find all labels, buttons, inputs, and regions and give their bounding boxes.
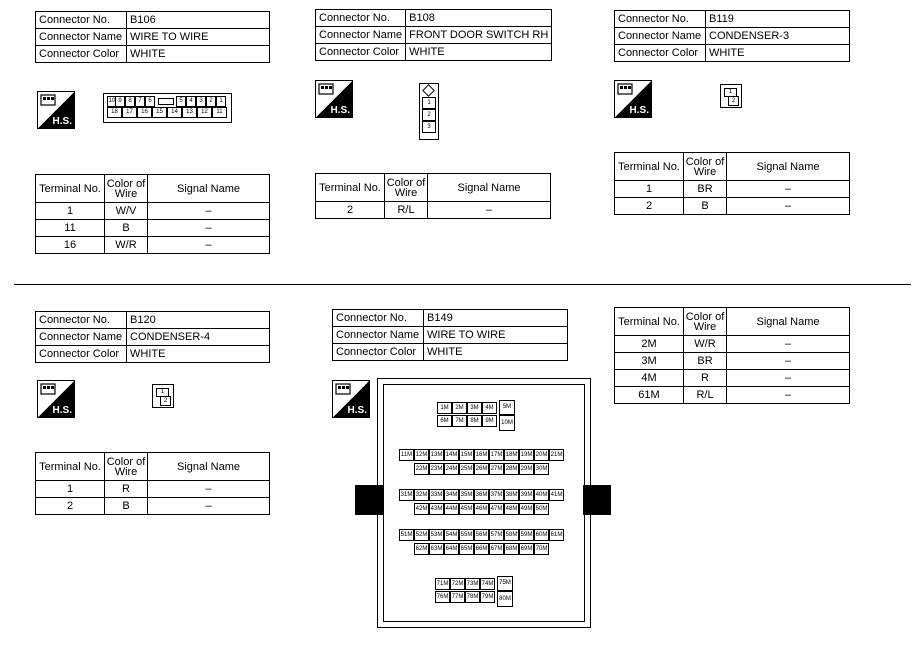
connector-info-table [332,309,568,361]
connector-pin: 74M [480,578,495,590]
table-row [316,202,551,219]
connector-pin: 1 [156,388,169,397]
table-cell: 1 [36,203,105,220]
connector-pin: 5M [499,400,515,415]
connector-pin: 29M [519,463,534,475]
info-label: Connector Name [36,29,127,46]
table-cell: B [105,498,148,515]
connector-pin: 49M [519,503,534,515]
info-label: Connector Name [333,327,424,344]
table-cell: – [727,181,850,198]
connector-pin: 79M [480,591,495,603]
connector-pin: 63M [429,543,444,555]
info-value: B119 [706,11,850,28]
connector-pin: 69M [519,543,534,555]
connector-pin: 28M [504,463,519,475]
table-cell: 2M [615,336,684,353]
info-label: Connector Color [316,44,406,61]
table-cell: 2 [316,202,385,219]
connector-pin: 4M [482,402,497,414]
connector-pin: 27M [489,463,504,475]
connector-pin: 3 [422,121,436,133]
info-value: CONDENSER-3 [706,28,850,45]
wire-color-header [385,174,428,202]
connector-pin: 48M [504,503,519,515]
hs-label: H.S. [629,105,649,116]
hs-label: H.S. [330,105,350,116]
terminal-table [614,152,850,215]
connector-pin: 1 [724,88,737,97]
connector-pin: 12M [414,449,429,461]
info-label: Connector Color [36,346,127,363]
connector-pin: 20M [534,449,549,461]
connector-pin: 70M [534,543,549,555]
section-divider [14,284,911,285]
table-row [36,203,270,220]
info-value: WHITE [127,346,270,363]
connector-pin: 67M [489,543,504,555]
connector-pin: 64M [444,543,459,555]
harness-side-icon [614,80,652,118]
connector-pin: 21M [549,449,564,461]
table-row [615,336,850,353]
color-of-label: Color of [106,177,146,190]
connector-pin: 54M [444,529,459,541]
wire-label: Wire [693,320,717,333]
table-row [615,353,850,370]
signal-name-header: Signal Name [148,175,270,203]
connector-pin: 43M [429,503,444,515]
connector-pin: 40M [534,489,549,501]
info-label: Connector Name [36,329,127,346]
connector-pin: 6 [145,96,155,107]
table-cell: BR [684,181,727,198]
info-value: B149 [424,310,568,327]
info-value: WIRE TO WIRE [127,29,270,46]
connector-key [158,98,174,105]
connector-pin: 56M [474,529,489,541]
connector-pin: 68M [504,543,519,555]
terminal-no-header: Terminal No. [316,174,385,202]
table-row [615,387,850,404]
info-label: Connector Color [615,45,706,62]
connector-pin: 51M [399,529,414,541]
table-cell: R/L [385,202,428,219]
hs-label: H.S. [52,405,72,416]
table-cell: 1 [615,181,684,198]
connector-pin: 14 [167,107,182,118]
connector-pin: 52M [414,529,429,541]
wire-color-header [684,308,727,336]
table-cell: R [105,481,148,498]
connector-pin: 17 [122,107,137,118]
connector-pin: 44M [444,503,459,515]
table-cell: B [105,220,148,237]
connector-pin: 1 [422,97,436,109]
table-row [36,220,270,237]
table-row [615,181,850,198]
wire-label: Wire [394,186,418,199]
connector-pin: 26M [474,463,489,475]
info-label: Connector No. [316,10,406,27]
connector-pin: 9 [115,96,125,107]
connector-left-latch [355,485,383,515]
connector-pin: 8 [125,96,135,107]
connector-pin: 7 [135,96,145,107]
connector-pin: 4 [186,96,196,107]
connector-info-table [614,10,850,62]
connector-pin: 22M [414,463,429,475]
table-row [36,498,270,515]
connector-pin: 36M [474,489,489,501]
terminal-no-header: Terminal No. [615,153,684,181]
connector-pin: 2 [160,396,171,406]
connector-pin: 41M [549,489,564,501]
table-cell: 16 [36,237,105,254]
connector-pin: 2 [206,96,216,107]
info-value: WHITE [127,46,270,63]
connector-pin: 34M [444,489,459,501]
connector-pin: 18 [107,107,122,118]
terminal-table [315,173,551,219]
table-cell: – [727,387,850,404]
info-label: Connector No. [333,310,424,327]
connector-pin: 10 [107,96,117,107]
connector-pin: 62M [414,543,429,555]
info-value: WHITE [424,344,568,361]
connector-pin: 3 [196,96,206,107]
table-cell: – [727,370,850,387]
info-label: Connector Color [333,344,424,361]
connector-pin: 33M [429,489,444,501]
connector-pin: 15M [459,449,474,461]
connector-pin: 57M [489,529,504,541]
connector-pin: 2M [452,402,467,414]
terminal-table [614,307,850,404]
table-cell: 2 [615,198,684,215]
info-value: B120 [127,312,270,329]
table-cell: – [727,353,850,370]
harness-side-icon [37,91,75,129]
table-cell: W/R [684,336,727,353]
connector-pin: 31M [399,489,414,501]
connector-pin: 18M [504,449,519,461]
wire-color-header [105,453,148,481]
harness-side-icon [315,80,353,118]
hs-label: H.S. [52,116,72,127]
connector-pin: 59M [519,529,534,541]
signal-name-header: Signal Name [727,153,850,181]
table-cell: – [148,203,270,220]
connector-pin: 38M [504,489,519,501]
connector-pin: 3M [467,402,482,414]
signal-name-header: Signal Name [727,308,850,336]
connector-pin: 16M [474,449,489,461]
table-cell: – [727,198,850,215]
connector-pin: 7M [452,415,467,427]
table-cell: – [148,498,270,515]
info-value: B108 [406,10,552,27]
info-value: WHITE [706,45,850,62]
terminal-no-header: Terminal No. [615,308,684,336]
connector-pin: 77M [450,591,465,603]
table-cell: 2 [36,498,105,515]
connector-pin: 24M [444,463,459,475]
connector-pin: 60M [534,529,549,541]
table-row [36,481,270,498]
connector-pin: 73M [465,578,480,590]
terminal-no-header: Terminal No. [36,453,105,481]
signal-name-header: Signal Name [428,174,551,202]
table-cell: – [727,336,850,353]
table-cell: 3M [615,353,684,370]
connector-pin: 11 [212,107,227,118]
connector-pin: 37M [489,489,504,501]
connector-pin: 16 [137,107,152,118]
wire-label: Wire [114,187,138,200]
connector-pin: 15 [152,107,167,118]
terminal-table [35,174,270,254]
info-label: Connector No. [615,11,706,28]
table-cell: R [684,370,727,387]
table-cell: – [148,220,270,237]
info-value: B106 [127,12,270,29]
connector-pin: 55M [459,529,474,541]
table-row [615,198,850,215]
connector-info-table [315,9,552,61]
connector-pin: 66M [474,543,489,555]
connector-pin: 42M [414,503,429,515]
table-cell: – [428,202,551,219]
connector-pin: 2 [422,109,436,121]
table-cell: – [148,481,270,498]
info-value: WHITE [406,44,552,61]
connector-pin: 2 [728,96,739,106]
table-cell: B [684,198,727,215]
table-row [615,370,850,387]
table-cell: – [148,237,270,254]
connector-pin: 1M [437,402,452,414]
table-cell: R/L [684,387,727,404]
table-cell: BR [684,353,727,370]
connector-pin: 50M [534,503,549,515]
connector-pin: 13 [182,107,197,118]
info-label: Connector Name [316,27,406,44]
harness-side-icon [37,380,75,418]
color-of-label: Color of [685,155,725,168]
connector-pin: 30M [534,463,549,475]
connector-pin: 12 [197,107,212,118]
connector-pin: 47M [489,503,504,515]
connector-pin: 17M [489,449,504,461]
connector-pin: 76M [435,591,450,603]
info-value: FRONT DOOR SWITCH RH [406,27,552,44]
connector-pin: 13M [429,449,444,461]
color-of-label: Color of [685,310,725,323]
connector-pin: 65M [459,543,474,555]
connector-pin: 80M [497,591,513,607]
connector-pin: 11M [399,449,414,461]
info-value: WIRE TO WIRE [424,327,568,344]
connector-pin: 5 [176,96,186,107]
connector-pin: 71M [435,578,450,590]
connector-pin: 78M [465,591,480,603]
terminal-no-header: Terminal No. [36,175,105,203]
connector-pin: 45M [459,503,474,515]
connector-pin: 46M [474,503,489,515]
connector-pin: 39M [519,489,534,501]
table-row [36,237,270,254]
connector-pin: 58M [504,529,519,541]
color-of-label: Color of [106,455,146,468]
connector-right-latch [583,485,611,515]
connector-pin: 9M [482,415,497,427]
info-label: Connector No. [36,312,127,329]
table-cell: 4M [615,370,684,387]
connector-pin: 8M [467,415,482,427]
table-cell: 11 [36,220,105,237]
harness-side-icon [332,380,370,418]
connector-info-table [35,11,270,63]
table-cell: 61M [615,387,684,404]
table-cell: W/V [105,203,148,220]
connector-pin: 75M [497,576,513,591]
info-label: Connector Color [36,46,127,63]
hs-label: H.S. [347,405,367,416]
connector-pin: 32M [414,489,429,501]
connector-pin: 72M [450,578,465,590]
wire-color-header [105,175,148,203]
connector-info-table [35,311,270,363]
connector-pin: 6M [437,415,452,427]
connector-pin: 53M [429,529,444,541]
wire-color-header [684,153,727,181]
connector-pin: 10M [499,415,515,431]
connector-pin: 61M [549,529,564,541]
connector-pin: 25M [459,463,474,475]
table-cell: W/R [105,237,148,254]
color-of-label: Color of [386,176,426,189]
connector-pin: 14M [444,449,459,461]
connector-pin: 1 [216,96,226,107]
info-label: Connector No. [36,12,127,29]
wire-label: Wire [114,465,138,478]
info-value: CONDENSER-4 [127,329,270,346]
connector-pin: 35M [459,489,474,501]
table-cell: 1 [36,481,105,498]
connector-pin: 23M [429,463,444,475]
wire-label: Wire [693,165,717,178]
info-label: Connector Name [615,28,706,45]
terminal-table [35,452,270,515]
signal-name-header: Signal Name [148,453,270,481]
connector-pin: 19M [519,449,534,461]
